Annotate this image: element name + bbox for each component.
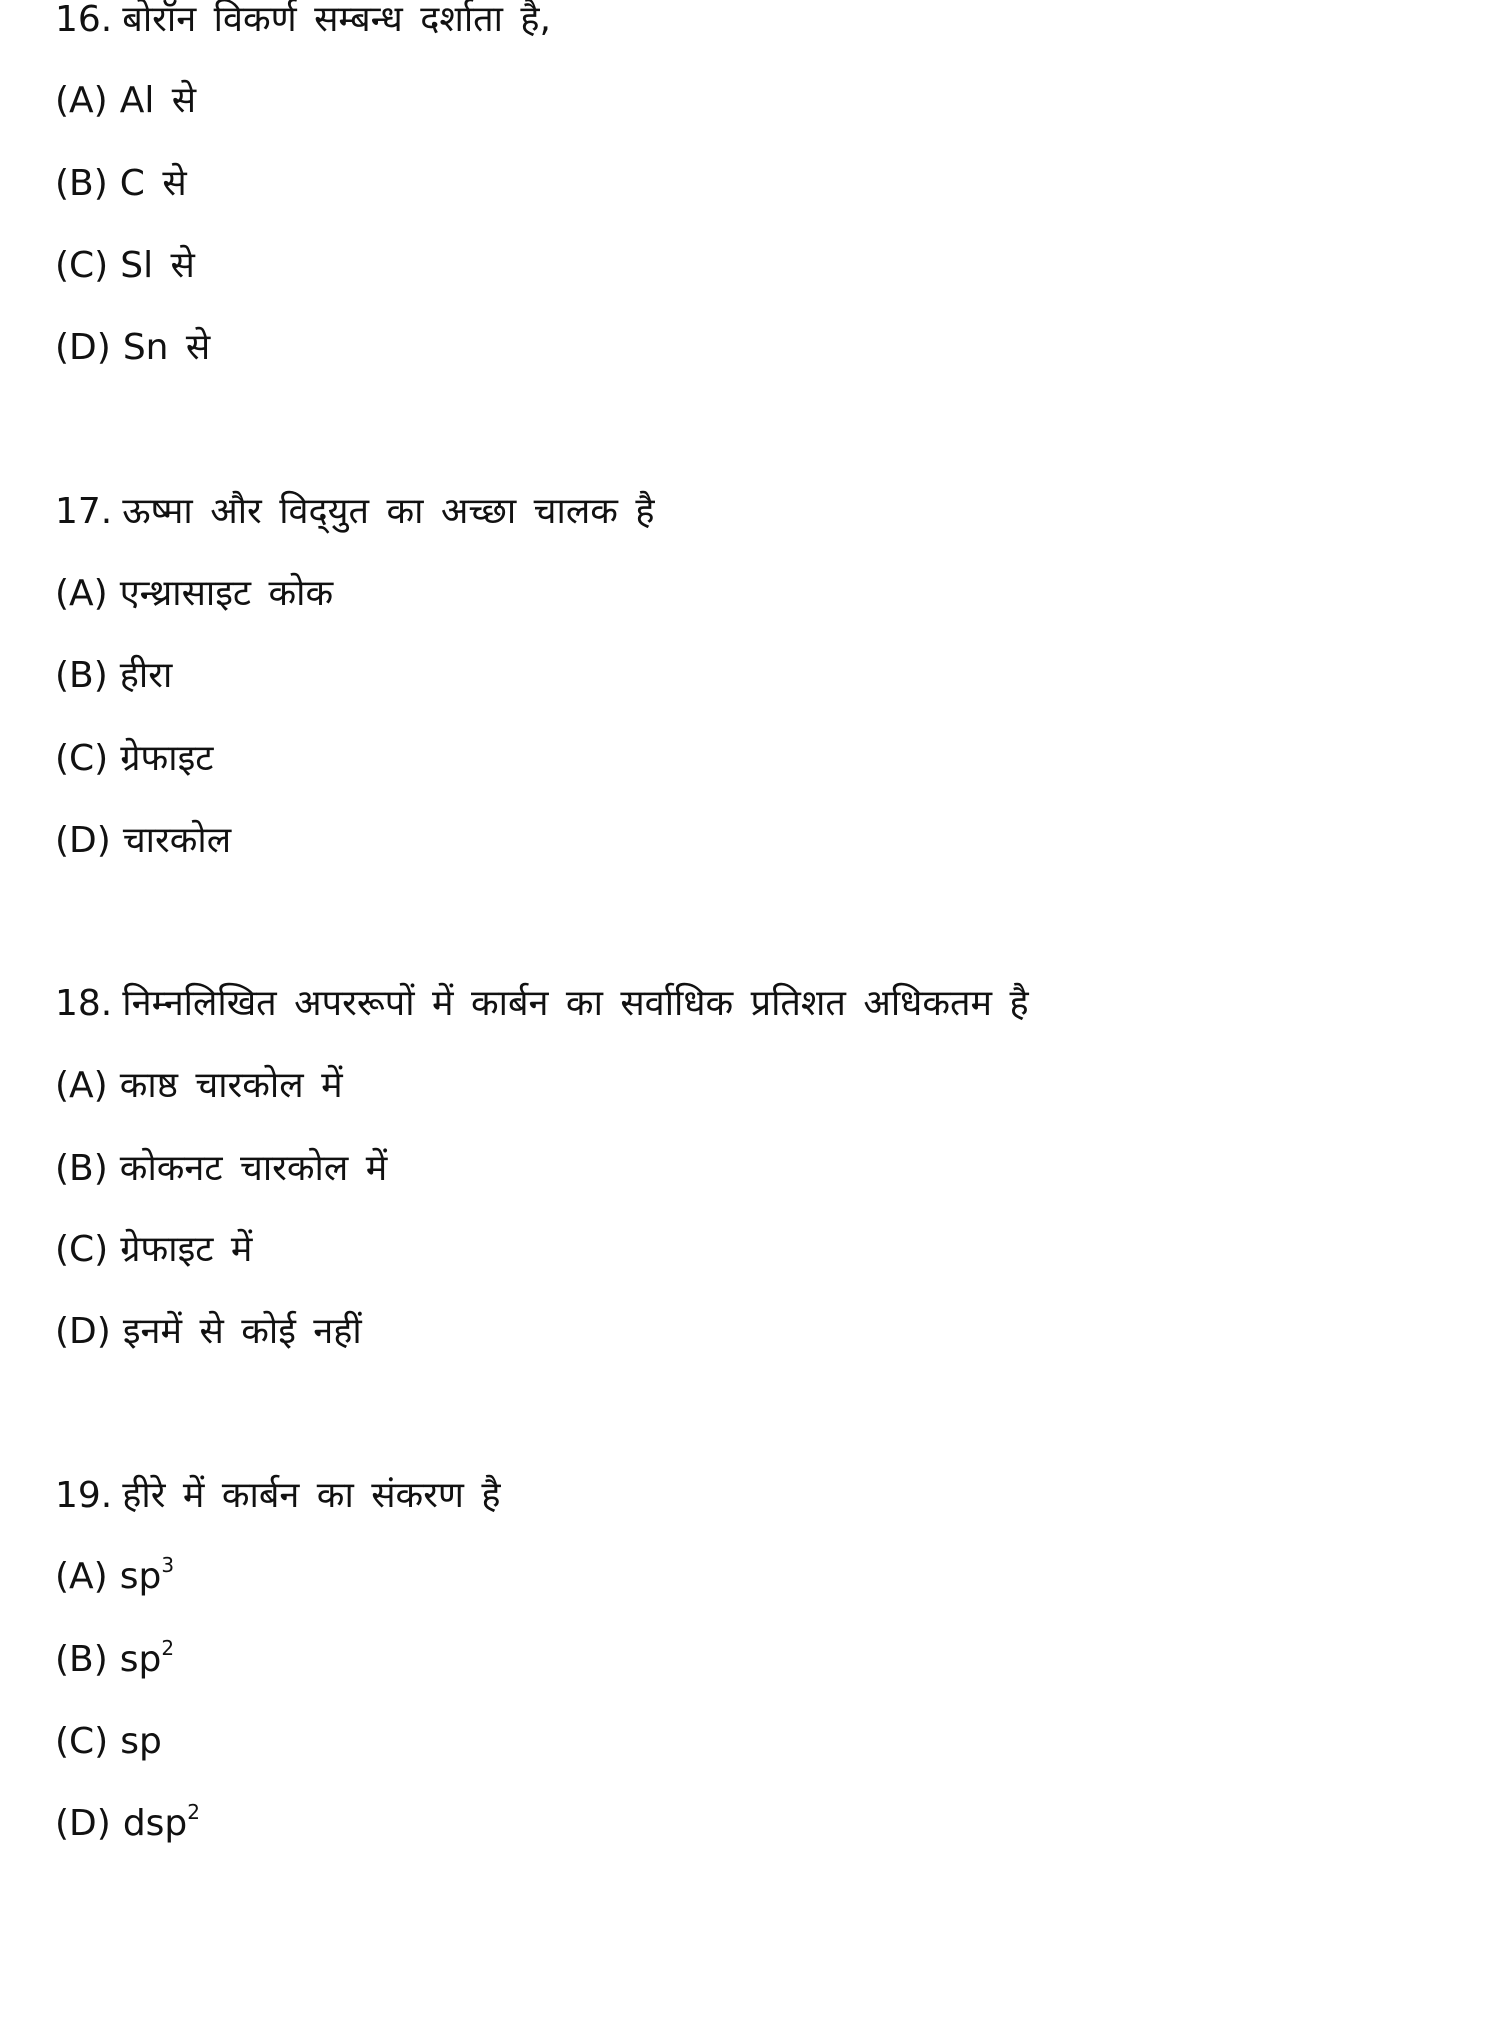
option-b (55, 1147, 387, 1191)
option-c (55, 1720, 162, 1764)
question-number: 16. (55, 0, 113, 40)
option-d (55, 1310, 362, 1354)
question-17-stem (55, 490, 654, 534)
option-label: (D) (55, 1803, 111, 1844)
question-19-stem (55, 1474, 501, 1518)
option-label: (C) (55, 245, 109, 286)
option-c (55, 1228, 252, 1272)
option-text: sp (119, 1639, 162, 1680)
question-16-stem (55, 0, 551, 42)
option-label: (D) (55, 327, 111, 368)
option-text: हीरा (119, 655, 173, 696)
option-label: (A) (55, 1556, 108, 1597)
option-label: (D) (55, 1311, 111, 1352)
option-text: Al से (119, 80, 197, 121)
option-label: (B) (55, 1148, 108, 1189)
option-b (55, 1638, 174, 1682)
option-d (55, 326, 210, 370)
option-label: (C) (55, 1229, 109, 1270)
question-number: 19. (55, 1475, 113, 1516)
option-d (55, 819, 231, 863)
option-label: (C) (55, 1721, 109, 1762)
option-b (55, 654, 172, 698)
option-label: (B) (55, 655, 108, 696)
option-label: (C) (55, 738, 109, 779)
question-18-stem (55, 982, 1029, 1026)
option-a (55, 79, 196, 123)
option-label: (A) (55, 573, 108, 614)
option-c (55, 737, 213, 781)
option-d (55, 1802, 200, 1846)
option-text: चारकोल (122, 820, 232, 861)
option-text: इनमें से कोई नहीं (122, 1311, 362, 1352)
option-label: (B) (55, 1639, 108, 1680)
option-text: Sl से (120, 245, 195, 286)
option-label: (D) (55, 820, 111, 861)
option-c (55, 244, 195, 288)
option-text: sp (119, 1556, 162, 1597)
option-label: (A) (55, 1065, 108, 1106)
option-b (55, 162, 187, 206)
option-a (55, 572, 333, 616)
option-label: (A) (55, 80, 108, 121)
option-text: एन्थ्रासाइट कोक (119, 573, 334, 614)
question-text: ऊष्मा और विद्‌युत का अच्छा चालक है (122, 491, 655, 532)
option-superscript: 2 (187, 1800, 201, 1824)
option-text: काष्ठ चारकोल में (119, 1065, 343, 1106)
option-superscript: 2 (161, 1636, 175, 1660)
option-text: Sn से (122, 327, 211, 368)
option-text: ग्रेफाइट (120, 738, 214, 779)
option-text: ग्रेफाइट में (120, 1229, 253, 1270)
question-text: निम्नलिखित अपररूपों में कार्बन का सर्वाधिक प्रतिशत अधिकतम है (122, 983, 1029, 1024)
question-text: बोरॉन विकर्ण सम्बन्ध दर्शाता है, (122, 0, 551, 40)
option-a (55, 1064, 343, 1108)
question-text: हीरे में कार्बन का संकरण है (122, 1475, 501, 1516)
option-superscript: 3 (161, 1553, 175, 1577)
question-number: 18. (55, 983, 113, 1024)
option-text: कोकनट चारकोल में (119, 1148, 388, 1189)
question-number: 17. (55, 491, 113, 532)
option-text: sp (120, 1721, 162, 1762)
option-a (55, 1555, 174, 1599)
option-label: (B) (55, 163, 108, 204)
option-text: C से (119, 163, 187, 204)
option-text: dsp (122, 1803, 188, 1844)
